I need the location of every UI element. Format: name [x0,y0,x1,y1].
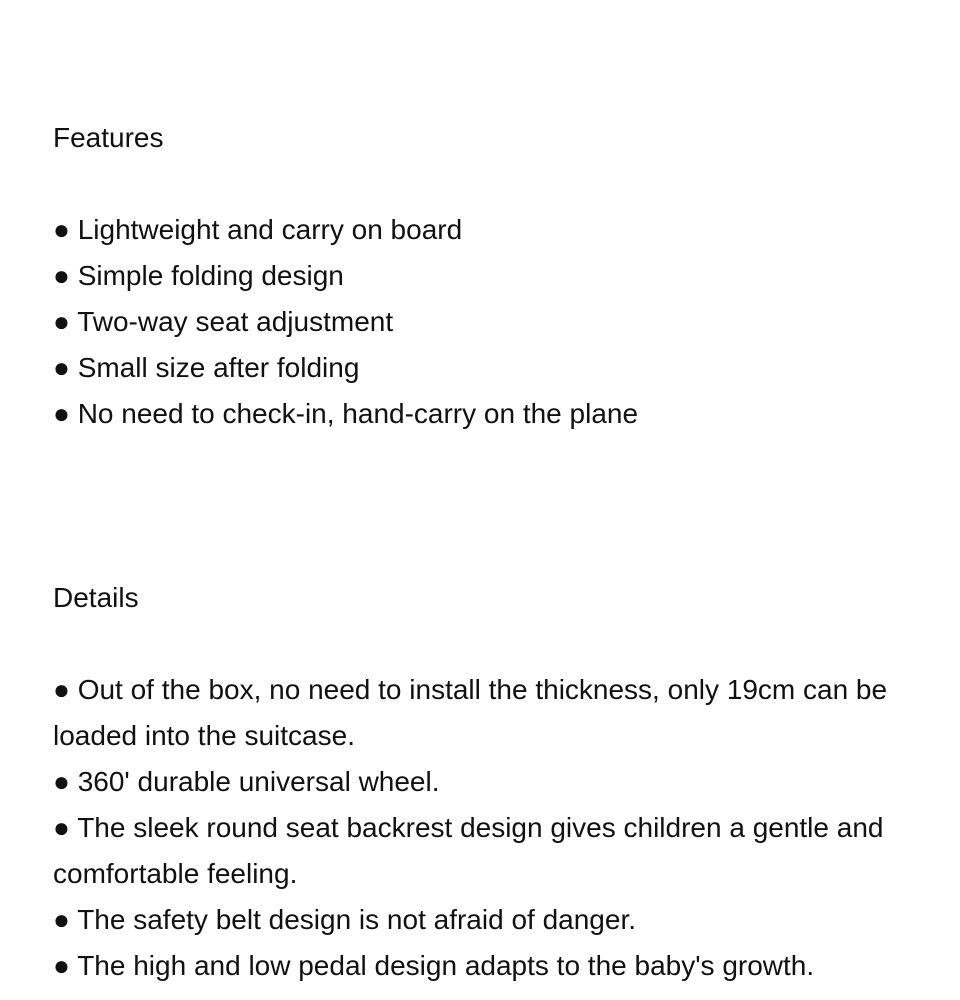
bullet-icon: ● [53,950,70,981]
bullet-icon: ● [53,812,70,843]
details-section [53,575,903,989]
feature-text: Two-way seat adjustment [77,306,394,337]
features-heading: Features [53,122,164,153]
details-list-item [53,897,903,943]
detail-text: The sleek round seat backrest design gives children a gentle and comfortable feeling. [53,812,884,889]
detail-text: The safety belt design is not afraid of danger. [77,904,636,935]
features-list-item [53,391,903,437]
bullet-icon: ● [53,398,70,429]
detail-text: Out of the box, no need to install the thickness, only 19cm can be loaded into the suitcase. [53,674,888,751]
bullet-icon: ● [53,260,70,291]
feature-text: Small size after folding [77,352,360,383]
bullet-icon: ● [53,766,70,797]
features-list-item [53,253,903,299]
features-list-item [53,299,903,345]
features-section [53,115,903,437]
details-list [53,667,903,989]
bullet-icon: ● [53,904,70,935]
features-list-item [53,345,903,391]
feature-text: Lightweight and carry on board [77,214,463,245]
details-list-item [53,759,903,805]
features-list-item [53,207,903,253]
details-heading: Details [53,582,139,613]
feature-text: Simple folding design [77,260,344,291]
bullet-icon: ● [53,674,70,705]
details-list-item [53,943,903,989]
detail-text: The high and low pedal design adapts to the baby's growth. [77,950,815,981]
bullet-icon: ● [53,306,70,337]
bullet-icon: ● [53,214,70,245]
bullet-icon: ● [53,352,70,383]
detail-text: 360' durable universal wheel. [77,766,440,797]
details-list-item [53,805,903,897]
feature-text: No need to check-in, hand-carry on the plane [77,398,639,429]
product-description [53,115,903,989]
features-list [53,207,903,437]
details-list-item [53,667,903,759]
